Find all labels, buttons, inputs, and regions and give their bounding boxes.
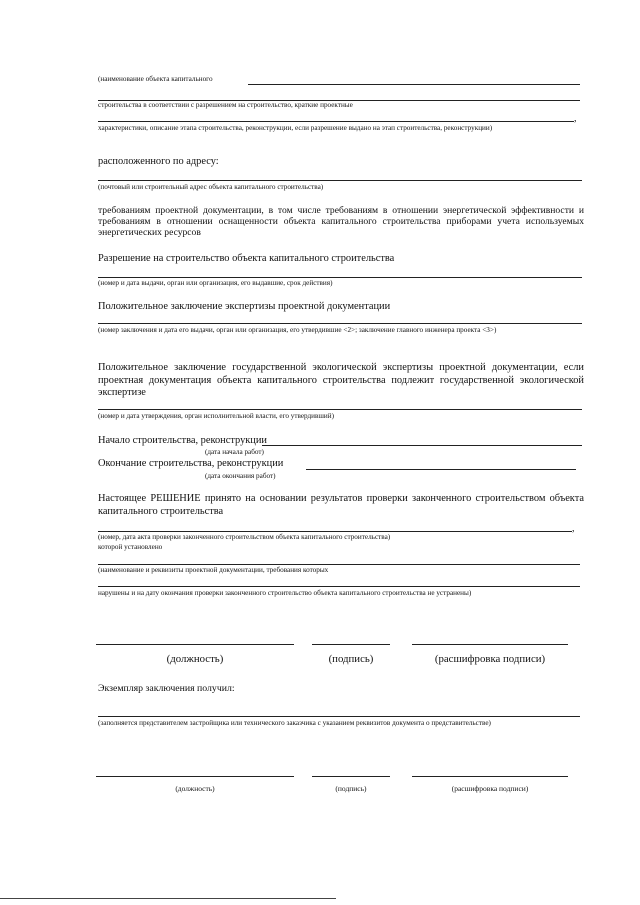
address-line <box>98 180 582 181</box>
located-label: расположенного по адресу: <box>98 156 219 167</box>
recipient-line <box>98 716 580 717</box>
established-caption: которой установлено <box>98 543 163 551</box>
object-name-caption-3: характеристики, описание этапа строительства, реконструкции, если разрешение выдано на этап строительства, реконструкции) <box>98 124 493 132</box>
requirements-text: требованиям проектной документации, в том числе требованиям в отношении энергетической эффективности и требованиям в отношении оснащенности объекта капитального строительства приборами учета используемых энергетических ресурсов <box>98 205 584 238</box>
violations-caption: нарушены и на дату окончания проверки законченного строительство объекта капитального строительства не устранены) <box>98 589 472 597</box>
act-caption: (номер, дата акта проверки законченного строительством объекта капитального строительства) <box>98 533 391 541</box>
start-caption: (дата начала работ) <box>205 448 264 456</box>
permit-line <box>98 277 582 278</box>
expertise-line <box>98 323 582 324</box>
footnote-separator <box>0 898 336 899</box>
sig2-position-caption: (должность) <box>175 784 215 793</box>
address-caption: (почтовый или строительный адрес объекта капитального строительства) <box>98 183 324 191</box>
sig2-signature-caption: (подпись) <box>335 784 367 793</box>
expertise-title: Положительное заключение экспертизы проектной документации <box>98 301 391 312</box>
decision-text <box>98 493 584 518</box>
sig2-signature-line <box>312 776 390 777</box>
sig2-position-line <box>96 776 294 777</box>
sig1-decoding-line <box>412 644 568 645</box>
decision-body: Настоящее РЕШЕНИЕ принято на основании результатов проверки законченного строительством объекта капитального строительства <box>98 493 584 517</box>
end-line <box>306 469 576 470</box>
sig2-decoding-caption: (расшифровка подписи) <box>451 784 529 793</box>
sig1-decoding-caption: (расшифровка подписи) <box>434 653 546 665</box>
sig1-position-caption: (должность) <box>166 653 224 665</box>
object-name-line-3 <box>98 121 574 122</box>
permit-title: Разрешение на строительство объекта капитального строительства <box>98 253 395 264</box>
eco-line <box>98 409 582 410</box>
start-label: Начало строительства, реконструкции <box>98 435 267 446</box>
permit-caption: (номер и дата выдачи, орган или организация, его выдавшие, срок действия) <box>98 279 333 287</box>
end-label: Окончание строительства, реконструкции <box>98 458 284 469</box>
act-line <box>98 531 572 532</box>
start-line <box>262 445 582 446</box>
eco-title: Положительное заключение государственной экологической экспертизы проектной документации, если проектная документация объекта капитального строительства подлежит государственной экологической экспертизе <box>98 362 584 398</box>
project-docs-line <box>98 564 580 565</box>
recipient-caption: (заполняется представителем застройщика или технического заказчика с указанием реквизитов документа о представительстве) <box>98 719 491 727</box>
expertise-caption: (номер заключения и дата его выдачи, орган или организация, его утвердившие <2>; заключение главного инженера проекта <3>) <box>98 326 497 334</box>
object-name-line-1 <box>248 84 580 85</box>
sig1-signature-caption: (подпись) <box>328 653 374 665</box>
object-name-caption-1: (наименование объекта капитального <box>98 75 213 83</box>
object-name-caption-2: строительства в соответствии с разрешением на строительство, краткие проектные <box>98 101 353 109</box>
sig2-decoding-line <box>412 776 568 777</box>
sig1-signature-line <box>312 644 390 645</box>
copy-received-label: Экземпляр заключения получил: <box>98 683 235 694</box>
end-caption: (дата окончания работ) <box>205 472 276 480</box>
project-docs-caption: (наименование и реквизиты проектной документации, требования которых <box>98 566 329 574</box>
sig1-position-line <box>96 644 294 645</box>
comma-2: , <box>572 523 575 534</box>
comma-1: , <box>574 113 577 124</box>
eco-caption: (номер и дата утверждения, орган исполнительной власти, его утвердивший) <box>98 412 335 420</box>
violations-line <box>98 586 580 587</box>
